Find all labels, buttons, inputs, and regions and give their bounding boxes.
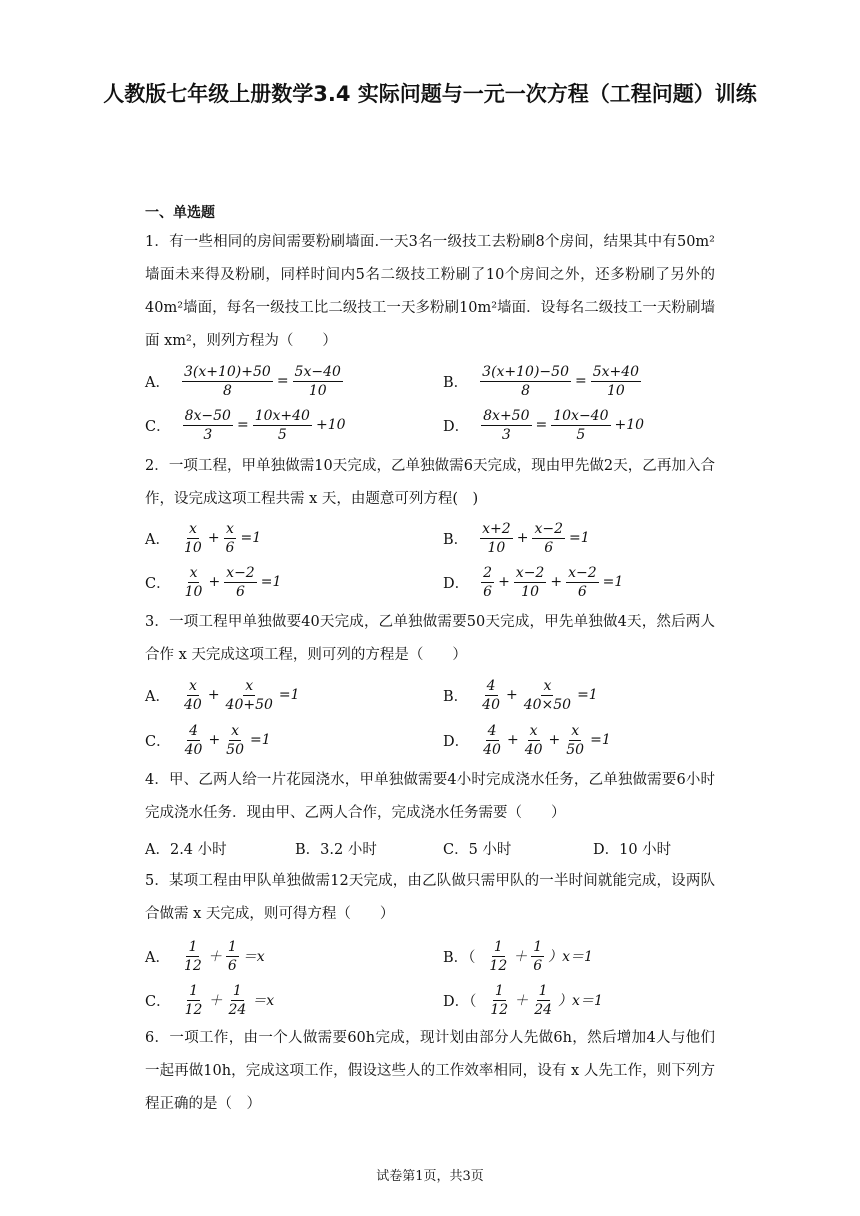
fraction <box>182 938 204 975</box>
numerator: 5x+40 <box>592 363 640 380</box>
q2-option-b[interactable] <box>443 518 592 558</box>
fraction <box>480 520 513 557</box>
option-label: B． <box>443 688 469 705</box>
operator: + <box>506 732 519 748</box>
question-1-stem: 1．有一些相同的房间需要粉刷墙面.一天3名一级技工去粉刷8个房间，结果其中有50m² 墙面未来得及粉刷，同样时间内5名二级技工粉刷了10个房间之外，还多粉刷了另外的40m²墙面，每名一级技工比二级技工一天多粉刷10m²墙面．设每名二级技工一天粉刷墙面 xm²，则列方程为（ ） <box>145 234 715 349</box>
fraction <box>183 982 205 1019</box>
fraction <box>226 982 248 1019</box>
numerator: x−2 <box>534 520 563 537</box>
numerator: x <box>231 722 240 739</box>
equation-tail: =1 <box>590 732 611 748</box>
numerator: x <box>245 677 254 694</box>
denominator: 12 <box>183 957 202 974</box>
operator: + <box>548 732 561 748</box>
numerator: 3(x+10)−50 <box>482 363 569 380</box>
denominator: 6 <box>577 583 587 600</box>
fraction <box>183 564 205 601</box>
q5-option-d[interactable] <box>443 980 605 1020</box>
numerator: 1 <box>227 938 237 955</box>
operator: = <box>236 417 249 433</box>
equation-tail: ）x＝1 <box>558 993 603 1009</box>
section-heading: 一、单选题 <box>145 205 215 221</box>
numerator: 10x−40 <box>553 407 609 424</box>
fraction <box>253 407 312 444</box>
page-footer: 试卷第1页，共3页 <box>376 1169 484 1184</box>
q4-option-b[interactable]: B．3.2 小时 <box>295 841 377 858</box>
denominator: 6 <box>227 957 237 974</box>
operator: ＋ <box>208 993 223 1009</box>
numerator: x <box>226 520 234 537</box>
question-5-stem: 5．某项工程由甲队单独做需12天完成，由乙队做只需甲队的一半时间就能完成，设两队合做需 x 天完成，则可得方程（ ） <box>145 873 715 922</box>
numerator: x <box>188 520 197 537</box>
fraction <box>532 982 554 1019</box>
denominator: 5 <box>277 426 287 443</box>
operator: = <box>535 417 548 433</box>
numerator: 10x+40 <box>254 407 310 424</box>
fraction <box>293 363 343 400</box>
operator: + <box>208 732 221 748</box>
denominator: 8 <box>521 382 531 399</box>
fraction <box>480 363 571 400</box>
option-label: D． <box>443 418 470 435</box>
denominator: 10 <box>308 382 327 399</box>
numerator: x+2 <box>482 520 511 537</box>
numerator: 5x−40 <box>294 363 341 380</box>
denominator: 40+50 <box>225 696 273 713</box>
q1-option-d[interactable] <box>443 405 646 445</box>
operator: = <box>276 373 289 389</box>
denominator: 10 <box>183 539 202 556</box>
question-4-stem: 4．甲、乙两人给一片花园浇水，甲单独做需要4小时完成浇水任务，乙单独做需要6小时完成浇水任务．现由甲、乙两人合作，完成浇水任务需要（ ） <box>145 772 715 821</box>
fraction <box>487 938 509 975</box>
denominator: 10 <box>521 583 539 600</box>
numerator: 1 <box>232 982 242 999</box>
q3-option-d[interactable] <box>443 720 613 760</box>
equation-tail: ）x＝1 <box>548 949 593 965</box>
fraction <box>182 677 204 714</box>
fraction <box>182 363 273 400</box>
numerator: 4 <box>487 722 497 739</box>
option-label: D．（ <box>443 993 477 1010</box>
option-label: C． <box>145 993 171 1010</box>
denominator: 6 <box>544 539 554 556</box>
denominator: 6 <box>225 539 235 556</box>
numerator: 1 <box>533 938 543 955</box>
numerator: x <box>188 677 197 694</box>
fraction <box>481 564 494 601</box>
q4-option-a[interactable]: A．2.4 小时 <box>145 841 227 858</box>
numerator: 4 <box>189 722 198 739</box>
q2-option-a[interactable] <box>145 518 263 558</box>
fraction <box>183 722 205 759</box>
fraction <box>488 982 510 1019</box>
fraction <box>224 722 246 759</box>
question-3-stem: 3．一项工程甲单独做要40天完成，乙单独做需要50天完成，甲先单独做4天，然后两人合作 x 天完成这项工程，则可列的方程是（ ） <box>145 614 715 663</box>
q1-option-b[interactable] <box>443 361 643 401</box>
operator: + <box>505 687 518 703</box>
option-label: D． <box>443 733 470 750</box>
fraction <box>514 564 547 601</box>
q4-option-d[interactable]: D．10 小时 <box>593 841 672 858</box>
operator: + <box>516 530 529 546</box>
operator: ＋ <box>513 949 528 965</box>
numerator: x <box>529 722 538 739</box>
option-label: D． <box>443 575 470 592</box>
option-label: B．（ <box>443 949 476 966</box>
fraction <box>564 722 586 759</box>
denominator: 10 <box>606 382 625 399</box>
equation-tail: =1 <box>240 530 262 546</box>
denominator: 40×50 <box>523 696 572 713</box>
question-6-stem: 6．一项工作，由一个人做需要60h完成，现计划由部分人先做6h，然后增加4人与他们一起再做10h，完成这项工作，假设这些人的工作效率相同，设有 x 人先工作，则下列方程正确的是（ ） <box>145 1030 715 1112</box>
q4-option-c[interactable]: C．5 小时 <box>443 841 512 858</box>
fraction <box>566 564 599 601</box>
denominator: 3 <box>501 426 511 443</box>
option-label: B． <box>443 374 469 391</box>
numerator: 1 <box>189 982 198 999</box>
fraction <box>551 407 610 444</box>
option-label: C． <box>145 418 171 435</box>
operator: + <box>498 574 510 590</box>
denominator: 3 <box>203 426 213 443</box>
equation-tail: =1 <box>278 687 300 703</box>
fraction <box>532 520 565 557</box>
numerator: x <box>571 722 580 739</box>
fraction <box>480 677 502 714</box>
equation-tail: +10 <box>614 417 645 433</box>
denominator: 10 <box>487 539 506 556</box>
numerator: 3(x+10)+50 <box>183 363 271 380</box>
fraction <box>481 407 531 444</box>
q2-option-d[interactable] <box>443 562 625 602</box>
denominator: 40 <box>183 696 202 713</box>
denominator: 10 <box>184 583 203 600</box>
option-label: A． <box>145 688 170 705</box>
fraction <box>531 938 544 975</box>
option-label: C． <box>145 575 171 592</box>
numerator: x <box>189 564 198 581</box>
operator: ＋ <box>514 993 529 1009</box>
numerator: 2 <box>483 564 493 581</box>
denominator: 40 <box>524 741 543 758</box>
numerator: x−2 <box>568 564 597 581</box>
option-label: A． <box>145 949 170 966</box>
denominator: 6 <box>533 957 543 974</box>
operator: = <box>574 373 587 389</box>
option-label: B． <box>443 531 469 548</box>
q3-option-c[interactable] <box>145 720 273 760</box>
numerator: 1 <box>538 982 548 999</box>
operator: + <box>550 574 563 590</box>
numerator: x <box>543 677 552 694</box>
operator: ＋ <box>207 949 222 965</box>
numerator: 8x+50 <box>483 407 530 424</box>
denominator: 5 <box>576 426 586 443</box>
denominator: 12 <box>184 1001 203 1018</box>
fraction <box>523 722 545 759</box>
numerator: 4 <box>486 677 496 694</box>
denominator: 50 <box>226 741 244 758</box>
question-2-stem: 2．一项工程，甲单独做需10天完成，乙单独做需6天完成，现由甲先做2天，乙再加入合作，设完成这项工程共需 x 天，由题意可列方程( ) <box>145 458 715 507</box>
fraction <box>182 520 204 557</box>
equation-tail: =1 <box>250 732 271 748</box>
fraction <box>226 938 239 975</box>
fraction <box>224 677 275 714</box>
denominator: 6 <box>235 583 245 600</box>
numerator: x−2 <box>515 564 545 581</box>
numerator: x−2 <box>226 564 255 581</box>
denominator: 40 <box>483 741 501 758</box>
q5-option-a[interactable] <box>145 936 267 976</box>
equation-tail: +10 <box>315 417 346 433</box>
equation-tail: =1 <box>602 574 624 590</box>
operator: + <box>208 574 221 590</box>
option-label: A． <box>145 531 170 548</box>
numerator: 1 <box>188 938 198 955</box>
denominator: 40 <box>482 696 500 713</box>
denominator: 8 <box>222 382 232 399</box>
denominator: 6 <box>483 583 493 600</box>
document-title: 人教版七年级上册数学3.4 实际问题与一元一次方程（工程问题）训练 <box>103 82 757 106</box>
q5-option-b[interactable] <box>443 936 595 976</box>
fraction <box>481 722 503 759</box>
numerator: 1 <box>494 982 504 999</box>
q1-option-c[interactable] <box>145 405 348 445</box>
denominator: 12 <box>489 957 508 974</box>
denominator: 40 <box>184 741 203 758</box>
numerator: 1 <box>493 938 503 955</box>
equation-tail: =1 <box>568 530 590 546</box>
fraction <box>224 564 257 601</box>
option-label: C． <box>145 733 171 750</box>
operator: + <box>207 530 220 546</box>
equation-tail: =1 <box>577 687 598 703</box>
fraction <box>224 520 237 557</box>
denominator: 12 <box>490 1001 509 1018</box>
fraction <box>522 677 573 714</box>
q3-option-a[interactable] <box>145 675 302 715</box>
denominator: 50 <box>566 741 585 758</box>
numerator: 8x−50 <box>184 407 231 424</box>
q1-option-a[interactable] <box>145 361 345 401</box>
operator: + <box>207 687 220 703</box>
fraction <box>183 407 233 444</box>
q5-option-c[interactable] <box>145 980 276 1020</box>
fraction <box>591 363 641 400</box>
q3-option-b[interactable] <box>443 675 600 715</box>
option-label: A． <box>145 374 170 391</box>
equation-tail: =1 <box>260 574 282 590</box>
equation-tail: ＝x <box>252 993 275 1009</box>
equation-tail: ＝x <box>242 949 265 965</box>
denominator: 24 <box>228 1001 247 1018</box>
denominator: 24 <box>534 1001 553 1018</box>
q2-option-c[interactable] <box>145 562 283 602</box>
